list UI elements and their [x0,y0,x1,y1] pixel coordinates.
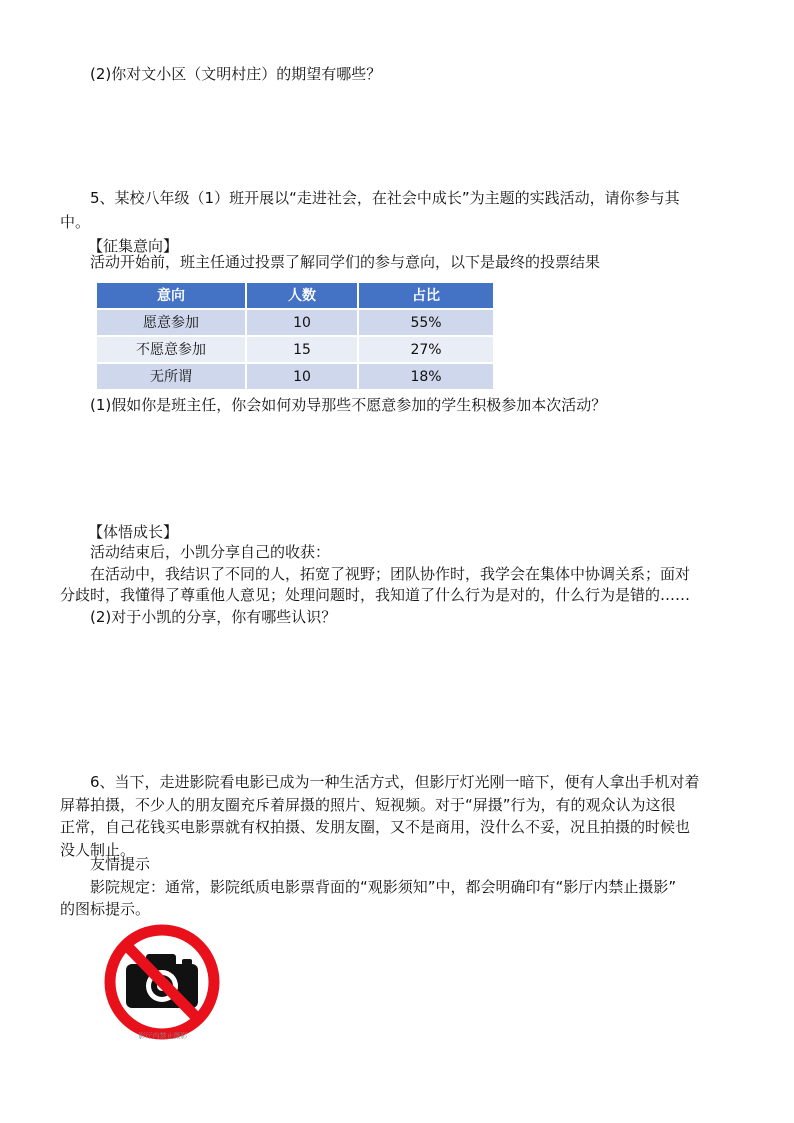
no-camera-icon [100,922,224,1046]
table-header-cell: 占比 [358,283,493,309]
table-row [97,363,493,389]
q5-section1-title: 【征集意向】 [88,237,179,255]
q6-line1: 6、当下，走进影院看电影已成为一种生活方式，但影厅灯光刚一暗下，便有人拿出手机对着 [90,773,700,791]
table-row [97,336,493,363]
q6-line4: 没人制止。 [60,841,136,859]
q6-line2: 屏幕拍摄，不少人的朋友圈充斥着屏摄的照片、短视频。对于“屏摄”行为，有的观众认为这很 [60,796,676,814]
q6-tip-title: 友情提示 [90,855,151,873]
table-cell: 愿意参加 [97,309,246,336]
table-cell: 55% [358,309,493,336]
q6-tip-line1: 影院规定：通常，影院纸质电影票背面的“观影须知”中，都会明确印有“影厅内禁止摄影” [90,878,677,896]
table-cell: 无所谓 [97,363,246,389]
table-cell: 10 [246,309,358,336]
q5-share-line1: 在活动中，我结识了不同的人，拓宽了视野；团队协作时，我学会在集体中协调关系；面对 [90,565,691,583]
q6-line3: 正常，自己花钱买电影票就有权拍摄、发朋友圈，又不是商用，没什么不妥，况且拍摄的时候也 [60,818,691,836]
q5-share-line2: 分歧时，我懂得了尊重他人意见；处理问题时，我知道了什么行为是对的，什么行为是错的…… [60,586,691,604]
table-cell: 10 [246,363,358,389]
q5-intro-line2: 中。 [60,213,91,231]
table-cell: 15 [246,336,358,363]
q5-part1-question: (1)假如你是班主任，你会如何劝导那些不愿意参加的学生积极参加本次活动？ [90,396,607,414]
table-cell: 不愿意参加 [97,336,246,363]
table-header-row [97,283,493,309]
q5-intro-line1: 5、某校八年级（1）班开展以“走进社会，在社会中成长”为主题的实践活动，请你参与其 [90,189,680,207]
table-header-cell: 意向 [97,283,246,309]
sign-caption: 影厅内禁止摄影 [138,1032,188,1040]
table-header-cell: 人数 [246,283,358,309]
q5-section2-text: 活动结束后，小凯分享自己的收获： [90,543,331,561]
table-row [97,309,493,336]
q5-part2-question: (2)对于小凯的分享，你有哪些认识？ [90,608,337,626]
table-cell: 18% [358,363,493,389]
vote-result-table [97,283,493,389]
table-cell: 27% [358,336,493,363]
q6-tip-line2: 的图标提示。 [60,900,151,918]
q4-part2-question: (2)你对文小区（文明村庄）的期望有哪些？ [90,65,382,83]
q5-section2-title: 【体悟成长】 [88,523,179,541]
q5-section1-text: 活动开始前，班主任通过投票了解同学们的参与意向，以下是最终的投票结果 [90,253,601,271]
